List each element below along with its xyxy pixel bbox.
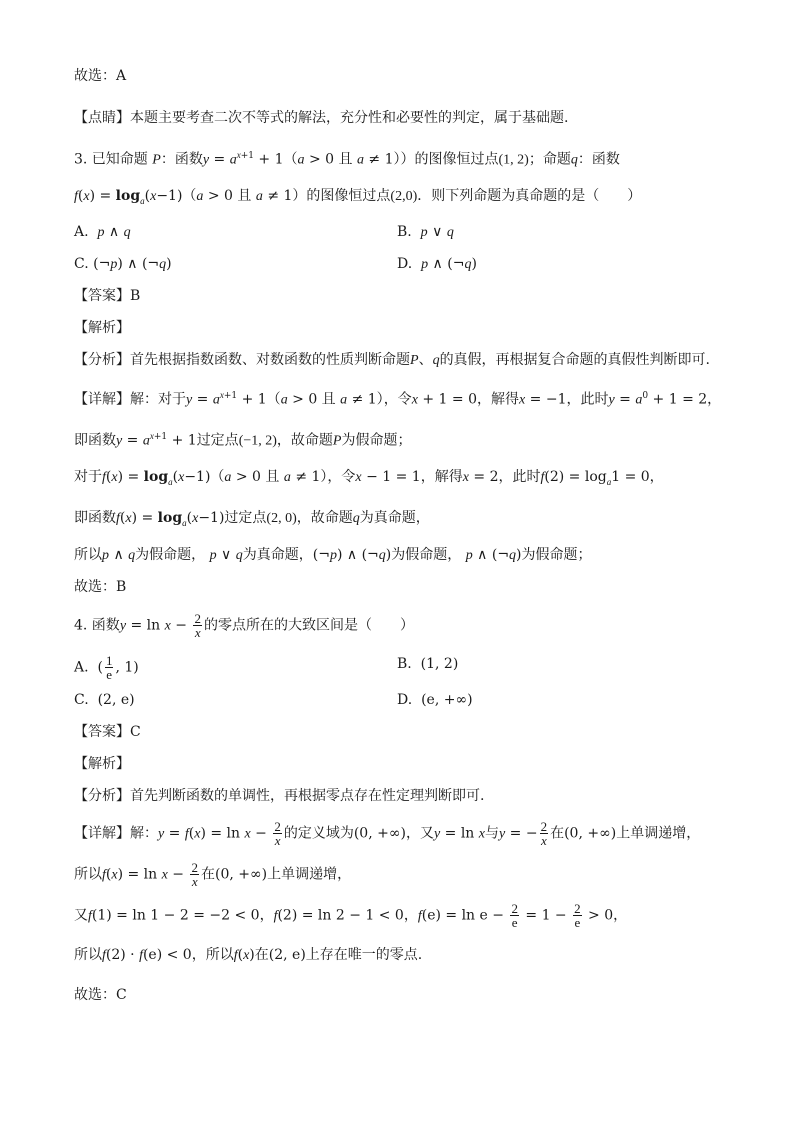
- q3-detail-line5: 所以p ∧ q为假命题， p ∨ q为真命题，(¬p) ∧ (¬q)为假命题， p ∧ (¬q)为假命题；: [74, 547, 592, 563]
- q3-detail-line1: 【详解】解：对于$y = a^{x+1} + 1(a > 0$ 且 a ≠ 1），令x + 1 = 0，解得x = −1，此时$y = a^0 + 1 = 2$，: [74, 390, 722, 408]
- q4-option-a: A. ( $\frac{1}{e}$ , 1): [74, 653, 139, 682]
- question-3-stem-line1: 3. 已知命题 P：函数$y = a^{x+1} + 1(a > 0$ 且 a ≠ 1））的图像恒过点(1, 2)；命题q：函数: [74, 150, 620, 168]
- q4-solution-heading: 【解析】: [74, 756, 130, 772]
- q4-detail-line3: 又f(1) = ln 1 − 2 = −2 < 0，f(2) = ln 2 − 1 < 0，f(e) = ln e − $\frac{2}{e}$ = 1 − $\frac{2}{e}$ > 0，: [74, 901, 628, 930]
- q3-solution-heading: 【解析】: [74, 320, 130, 336]
- q4-final-choice: 故选：C: [74, 987, 127, 1003]
- q4-detail-line1: 【详解】解：y = f(x) = ln x − $\frac{2}{x}$ 的定义域为(0, +∞)，又y = ln x与y = − $\frac{2}{x}$ 在(0, +∞)上单调递增，: [74, 819, 701, 848]
- q3-detail-line4: 即函数$f(x) = \log_a(x-1)$过定点(2, 0)，故命题q为真命题，: [74, 510, 430, 528]
- question-4-stem: 4. 函数y = ln x − $\frac{2}{x}$ 的零点所在的大致区间是（ ）: [74, 611, 414, 640]
- q4-answer: 【答案】C: [74, 724, 141, 740]
- q4-option-b: B. (1, 2): [397, 656, 459, 672]
- q4-option-c: C. (2, e): [74, 692, 135, 708]
- q3-option-a: A. p ∧ q: [74, 224, 131, 240]
- q4-analysis: 【分析】首先判断函数的单调性，再根据零点存在性定理判断即可.: [74, 788, 485, 804]
- q3-analysis: 【分析】首先根据指数函数、对数函数的性质判断命题P、q的真假，再根据复合命题的真假性判断即可.: [74, 352, 711, 368]
- q3-option-d: D. p ∧ (¬q): [397, 256, 477, 272]
- q3-option-c: C. (¬p) ∧ (¬q): [74, 256, 172, 272]
- q3-answer: 【答案】B: [74, 288, 141, 304]
- q4-detail-line4: 所以f(2) · f(e) < 0，所以f(x)在(2, e)上存在唯一的零点.: [74, 947, 423, 963]
- q3-final-choice: 故选：B: [74, 579, 127, 595]
- comment-line: 【点睛】本题主要考查二次不等式的解法，充分性和必要性的判定，属于基础题.: [74, 110, 569, 126]
- q4-option-d: D. (e, +∞): [397, 692, 473, 708]
- q4-detail-line2: 所以f(x) = ln x − $\frac{2}{x}$ 在(0, +∞)上单调递增，: [74, 860, 352, 889]
- answer-choice-line: 故选：A: [74, 68, 127, 84]
- question-3-stem-line2: $f(x) = \log_a(x-1)(a > 0$ 且 a ≠ 1）的图像恒过点(2,0)．则下列命题为真命题的是（ ）: [74, 188, 642, 206]
- q3-option-b: B. p ∨ q: [397, 224, 454, 240]
- q3-detail-line2: 即函数$y = a^{x+1} + 1$过定点(−1, 2)，故命题P为假命题；: [74, 431, 412, 449]
- q3-detail-line3: 对于$f(x) = \log_a(x-1)(a > 0$ 且 a ≠ 1），令x − 1 = 1，解得x = 2，此时$f(2) = \log_a1 = 0$，: [74, 469, 664, 487]
